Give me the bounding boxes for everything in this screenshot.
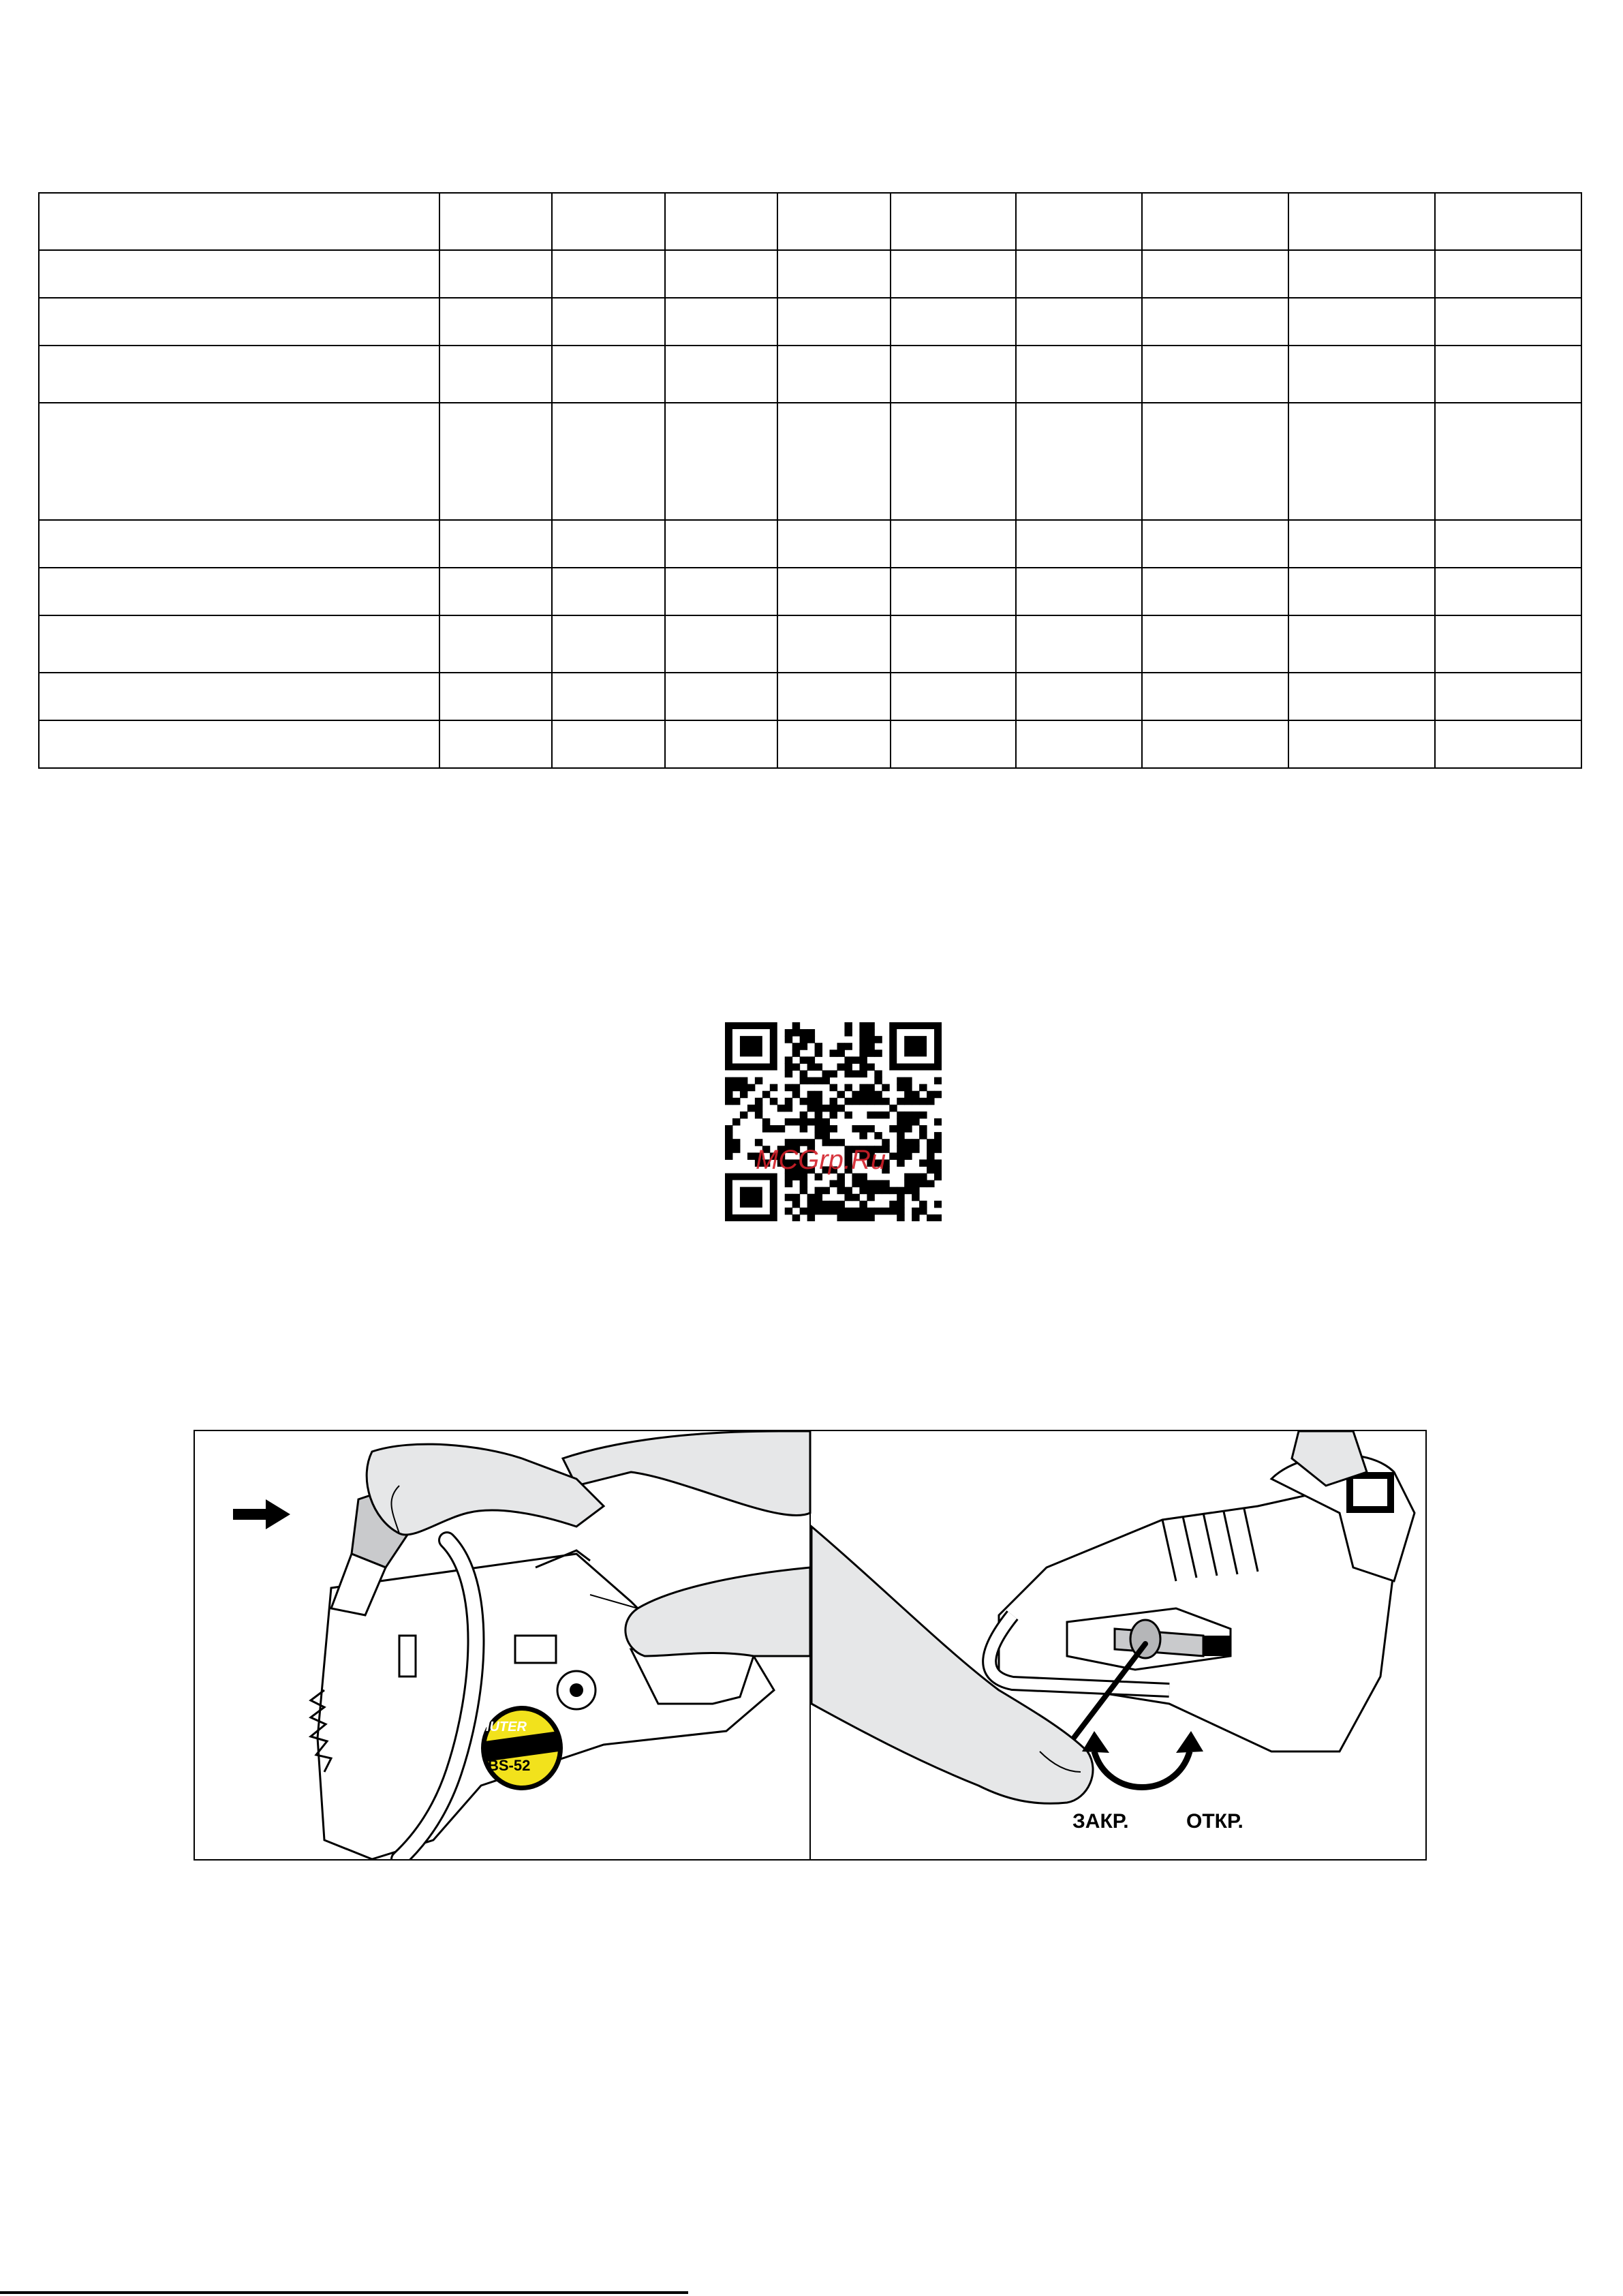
table-cell [891, 520, 1017, 568]
table-cell [665, 615, 777, 673]
table-cell [891, 568, 1017, 615]
table-row [39, 673, 1581, 720]
table-cell [1288, 193, 1435, 250]
table-cell [439, 403, 552, 520]
table-cell [39, 568, 439, 615]
table-cell [552, 520, 664, 568]
table-row [39, 403, 1581, 520]
arrow-right-icon [233, 1499, 290, 1529]
table-cell [1435, 615, 1581, 673]
table-cell [1288, 615, 1435, 673]
table-cell [1142, 403, 1288, 520]
table-cell [777, 403, 890, 520]
table-cell [665, 346, 777, 403]
table-cell [1435, 193, 1581, 250]
table-cell [1435, 720, 1581, 768]
table-cell [1016, 298, 1142, 346]
table-cell [1016, 720, 1142, 768]
table-row [39, 298, 1581, 346]
left-panel [233, 1431, 810, 1859]
table-cell [777, 568, 890, 615]
table-cell [665, 720, 777, 768]
table-cell [1142, 673, 1288, 720]
table-cell [39, 615, 439, 673]
table-cell [1435, 520, 1581, 568]
table-cell [1288, 520, 1435, 568]
table-cell [891, 615, 1017, 673]
table-cell [777, 193, 890, 250]
table-cell [552, 346, 664, 403]
table-cell [39, 193, 439, 250]
table-cell [1435, 403, 1581, 520]
table-cell [665, 403, 777, 520]
table-cell [39, 720, 439, 768]
table-cell [439, 520, 552, 568]
table-cell [1016, 673, 1142, 720]
table-cell [891, 193, 1017, 250]
table-cell [665, 193, 777, 250]
table-cell [665, 250, 777, 298]
table-row [39, 193, 1581, 250]
table-cell [39, 250, 439, 298]
table-cell [665, 520, 777, 568]
table-cell [891, 346, 1017, 403]
table-cell [777, 520, 890, 568]
chain-brake-illustration [194, 1430, 1427, 1861]
table-cell [552, 403, 664, 520]
table-cell [777, 673, 890, 720]
illustration-drawing [195, 1431, 1425, 1859]
table-cell [1288, 673, 1435, 720]
table-cell [39, 403, 439, 520]
sticker-model: BS-52 [488, 1757, 531, 1774]
table-cell [439, 615, 552, 673]
table-cell [891, 673, 1017, 720]
table-cell [439, 250, 552, 298]
watermark-text: MCGrp.Ru [756, 1145, 886, 1175]
spec-table [38, 192, 1582, 769]
table-cell [891, 250, 1017, 298]
table-row [39, 615, 1581, 673]
table-cell [665, 673, 777, 720]
qr-code[interactable] [725, 1022, 942, 1221]
table-row [39, 346, 1581, 403]
table-cell [1016, 346, 1142, 403]
table-cell [39, 673, 439, 720]
table-cell [439, 298, 552, 346]
table-cell [1288, 568, 1435, 615]
table-cell [891, 403, 1017, 520]
table-cell [777, 250, 890, 298]
table-cell [1435, 250, 1581, 298]
table-cell [1142, 346, 1288, 403]
table-cell [1016, 193, 1142, 250]
table-cell [1142, 298, 1288, 346]
table-cell [439, 346, 552, 403]
sticker-brand: HUTER [480, 1719, 527, 1734]
table-cell [777, 615, 890, 673]
table-cell [1016, 615, 1142, 673]
table-cell [39, 298, 439, 346]
table-cell [39, 346, 439, 403]
table-cell [1142, 568, 1288, 615]
table-cell [1016, 568, 1142, 615]
right-panel [812, 1431, 1415, 1803]
table-cell [439, 568, 552, 615]
table-cell [891, 720, 1017, 768]
label-close: ЗАКР. [1072, 1810, 1129, 1833]
table-cell [665, 568, 777, 615]
label-open: ОТКР. [1186, 1810, 1243, 1833]
table-cell [1435, 673, 1581, 720]
table-cell [891, 298, 1017, 346]
table-row [39, 720, 1581, 768]
table-cell [1288, 403, 1435, 520]
table-cell [1142, 615, 1288, 673]
table-cell [777, 346, 890, 403]
table-cell [1142, 193, 1288, 250]
table-cell [552, 568, 664, 615]
table-cell [439, 193, 552, 250]
table-cell [39, 520, 439, 568]
table-cell [777, 298, 890, 346]
table-cell [552, 673, 664, 720]
table-cell [439, 673, 552, 720]
table-cell [1288, 346, 1435, 403]
table-cell [1435, 298, 1581, 346]
table-cell [1142, 250, 1288, 298]
table-cell [1435, 568, 1581, 615]
table-cell [1288, 250, 1435, 298]
qr-code-image [725, 1022, 942, 1221]
table-cell [777, 720, 890, 768]
table-cell [1288, 720, 1435, 768]
table-cell [665, 298, 777, 346]
table-cell [1016, 250, 1142, 298]
table-cell [1435, 346, 1581, 403]
table-cell [552, 298, 664, 346]
table-cell [552, 193, 664, 250]
footer-rule [0, 2291, 688, 2294]
table-cell [552, 615, 664, 673]
table-cell [1016, 520, 1142, 568]
table-cell [1142, 720, 1288, 768]
table-cell [1016, 403, 1142, 520]
table-row [39, 250, 1581, 298]
table-cell [552, 250, 664, 298]
table-cell [552, 720, 664, 768]
table-cell [1288, 298, 1435, 346]
table-cell [1142, 520, 1288, 568]
table-row [39, 568, 1581, 615]
table-row [39, 520, 1581, 568]
table-cell [439, 720, 552, 768]
